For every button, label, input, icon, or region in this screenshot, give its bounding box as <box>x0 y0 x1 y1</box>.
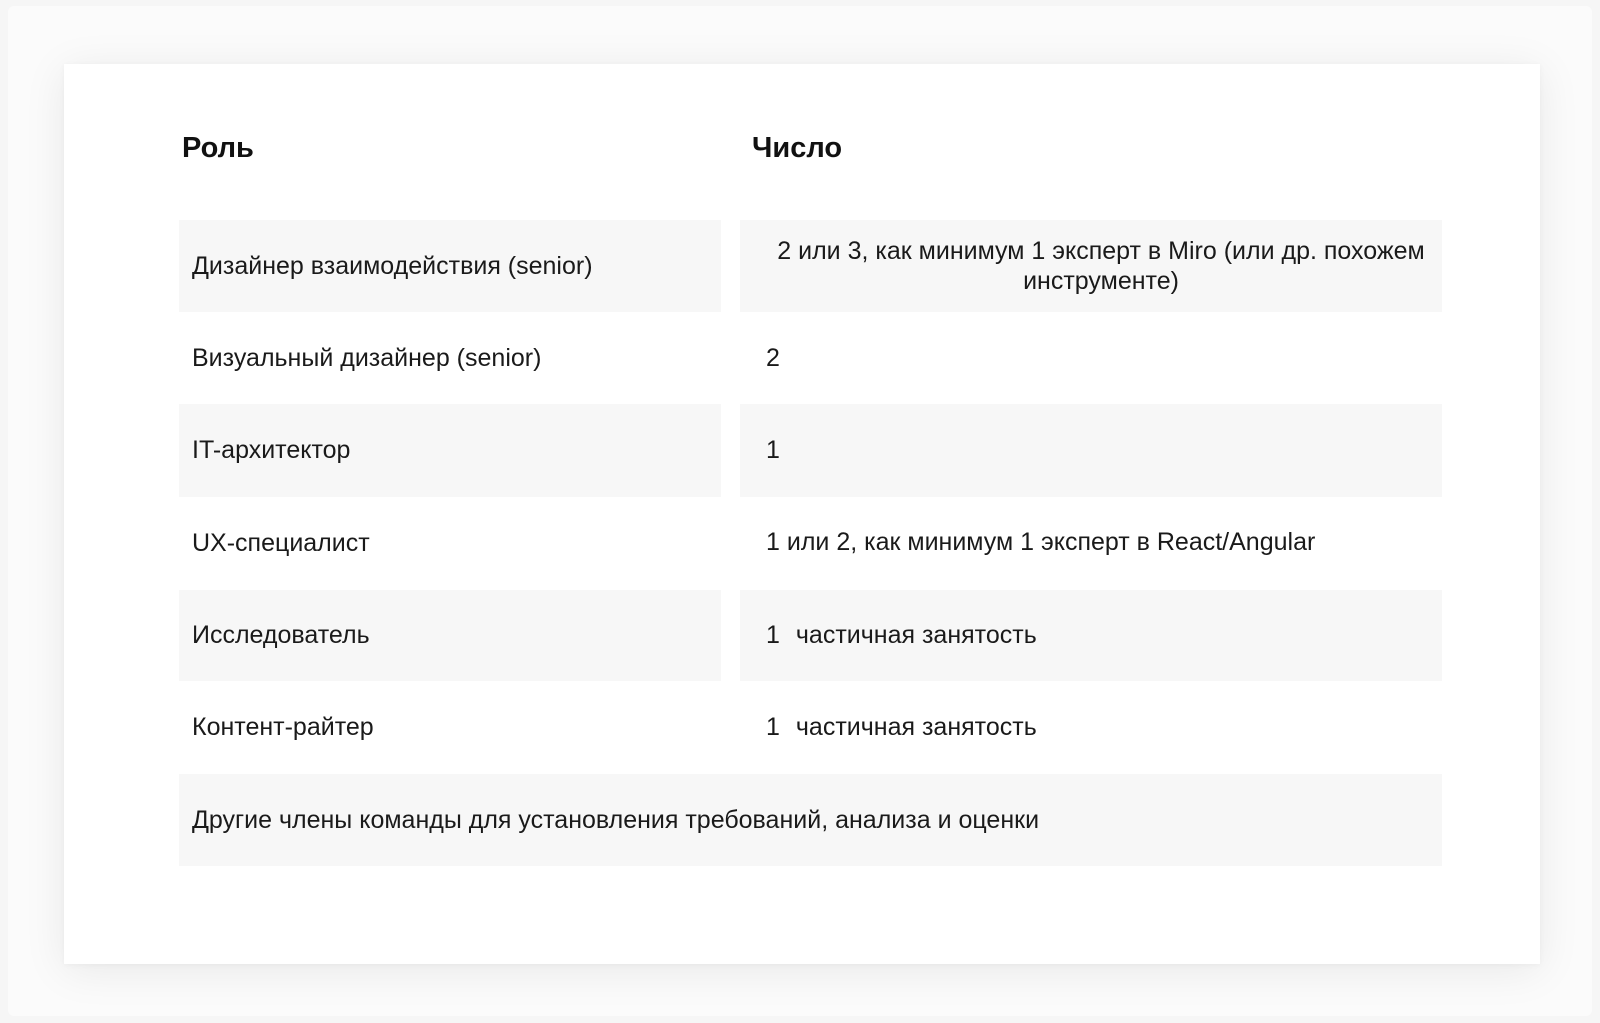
table-row-6-role: Контент-райтер <box>192 713 374 741</box>
table-row-2-count: 2 <box>766 343 780 372</box>
table-row-5-count-note: частичная занятость <box>795 621 1037 649</box>
table-row-2-role: Визуальный дизайнер (senior) <box>192 343 542 372</box>
column-header-role: Роль <box>182 132 254 164</box>
table-row-4-role: UX-специалист <box>192 529 370 557</box>
table-row-6-count-value: 1 <box>766 713 780 741</box>
table-row-5-role: Исследователь <box>179 590 721 681</box>
table-row-5-count-value: 1 <box>766 621 780 649</box>
column-header-count: Число <box>752 132 843 164</box>
table-row-5-count <box>740 590 1442 681</box>
table-row-4-count: 1 или 2, как минимум 1 эксперт в React/Angular <box>766 527 1316 556</box>
table-row-1-count-text: 2 или 3, как минимум 1 эксперт в Miro (или др. похожем инструменте) <box>777 237 1425 295</box>
table-row-1-count <box>740 220 1442 312</box>
table-row-6-count <box>740 681 1442 774</box>
table-row-1-role: Дизайнер взаимодействия (senior) <box>179 220 721 312</box>
table-row-6-count-note: частичная занятость <box>795 713 1037 741</box>
table-row-3-role: IT-архитектор <box>179 404 721 497</box>
table-row-footer: Другие члены команды для установления требований, анализа и оценки <box>179 774 1442 866</box>
table-row-3-count: 1 <box>740 404 1442 497</box>
